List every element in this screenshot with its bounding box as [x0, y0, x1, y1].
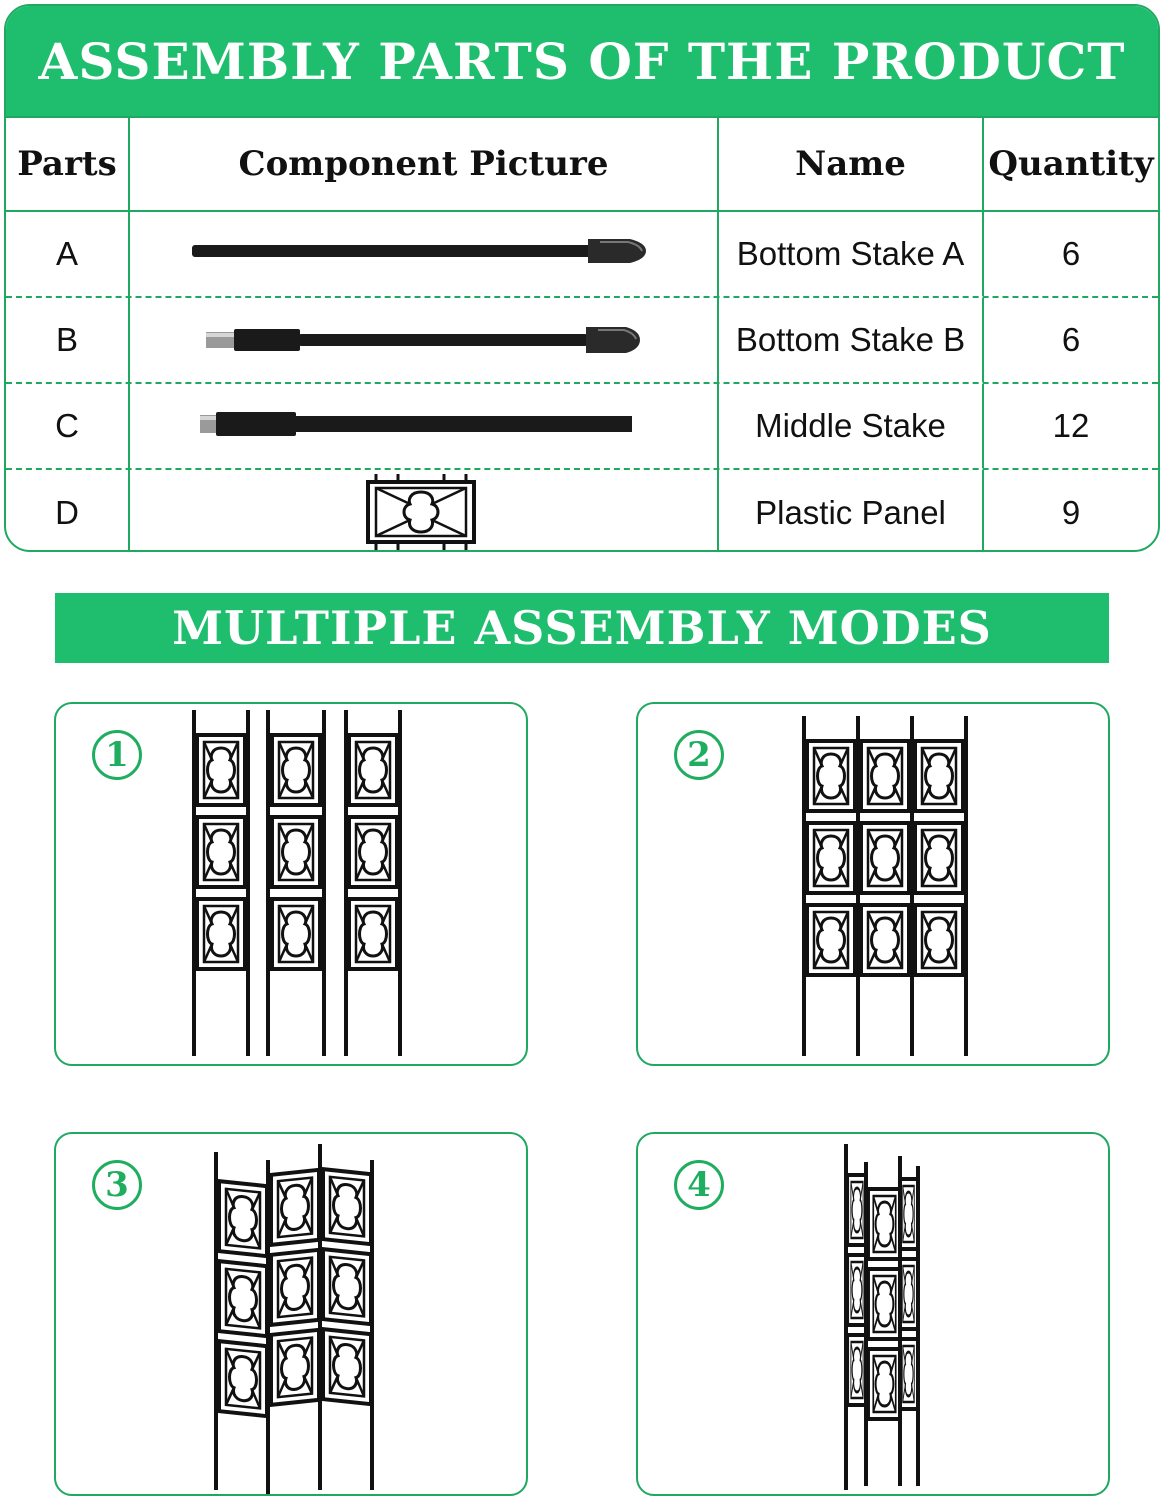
part-name: Bottom Stake A: [719, 212, 984, 296]
part-name: Plastic Panel: [719, 470, 984, 552]
table-row: [6, 212, 1158, 298]
trellis-zigzag-icon: [56, 1134, 530, 1498]
bottom-stake-b-icon: [130, 297, 717, 383]
component-picture: [130, 384, 719, 468]
component-picture: [130, 298, 719, 382]
trellis-separate-icon: [56, 704, 530, 1068]
modes-banner: [55, 593, 1109, 663]
plastic-panel-icon: [130, 470, 717, 552]
part-letter: D: [6, 470, 130, 552]
part-letter: B: [6, 298, 130, 382]
part-quantity: 9: [1061, 494, 1081, 531]
header-parts: Parts: [6, 118, 130, 210]
mode-card-3: [54, 1132, 528, 1496]
trellis-joined-icon: [638, 704, 1112, 1068]
middle-stake-icon: [130, 383, 717, 469]
trellis-square-icon: [638, 1134, 1112, 1498]
mode-card-2: [636, 702, 1110, 1066]
part-name: Bottom Stake B: [719, 298, 984, 382]
mode-card-4: [636, 1132, 1110, 1496]
table-header-row: [6, 118, 1158, 212]
header-picture: Component Picture: [130, 118, 719, 210]
parts-table-banner: [6, 6, 1158, 118]
mode-number: 1: [92, 730, 142, 780]
component-picture: [130, 212, 719, 296]
parts-table: [4, 4, 1160, 552]
mode-number: 2: [674, 730, 724, 780]
table-row: [6, 470, 1158, 552]
part-quantity: 6: [1061, 235, 1081, 272]
component-picture: [130, 470, 719, 552]
mode-number: 4: [674, 1160, 724, 1210]
header-quantity: Quantity: [988, 144, 1154, 184]
mode-number: 3: [92, 1160, 142, 1210]
part-quantity: 6: [1061, 321, 1081, 358]
part-letter: A: [6, 212, 130, 296]
parts-table-title: ASSEMBLY PARTS OF THE PRODUCT: [38, 31, 1126, 91]
header-name: Name: [719, 118, 984, 210]
mode-card-1: [54, 702, 528, 1066]
part-name: Middle Stake: [719, 384, 984, 468]
table-row: [6, 384, 1158, 470]
part-quantity: 12: [1052, 407, 1090, 444]
modes-title: MULTIPLE ASSEMBLY MODES: [172, 601, 992, 655]
bottom-stake-a-icon: [130, 211, 717, 297]
part-letter: C: [6, 384, 130, 468]
table-row: [6, 298, 1158, 384]
